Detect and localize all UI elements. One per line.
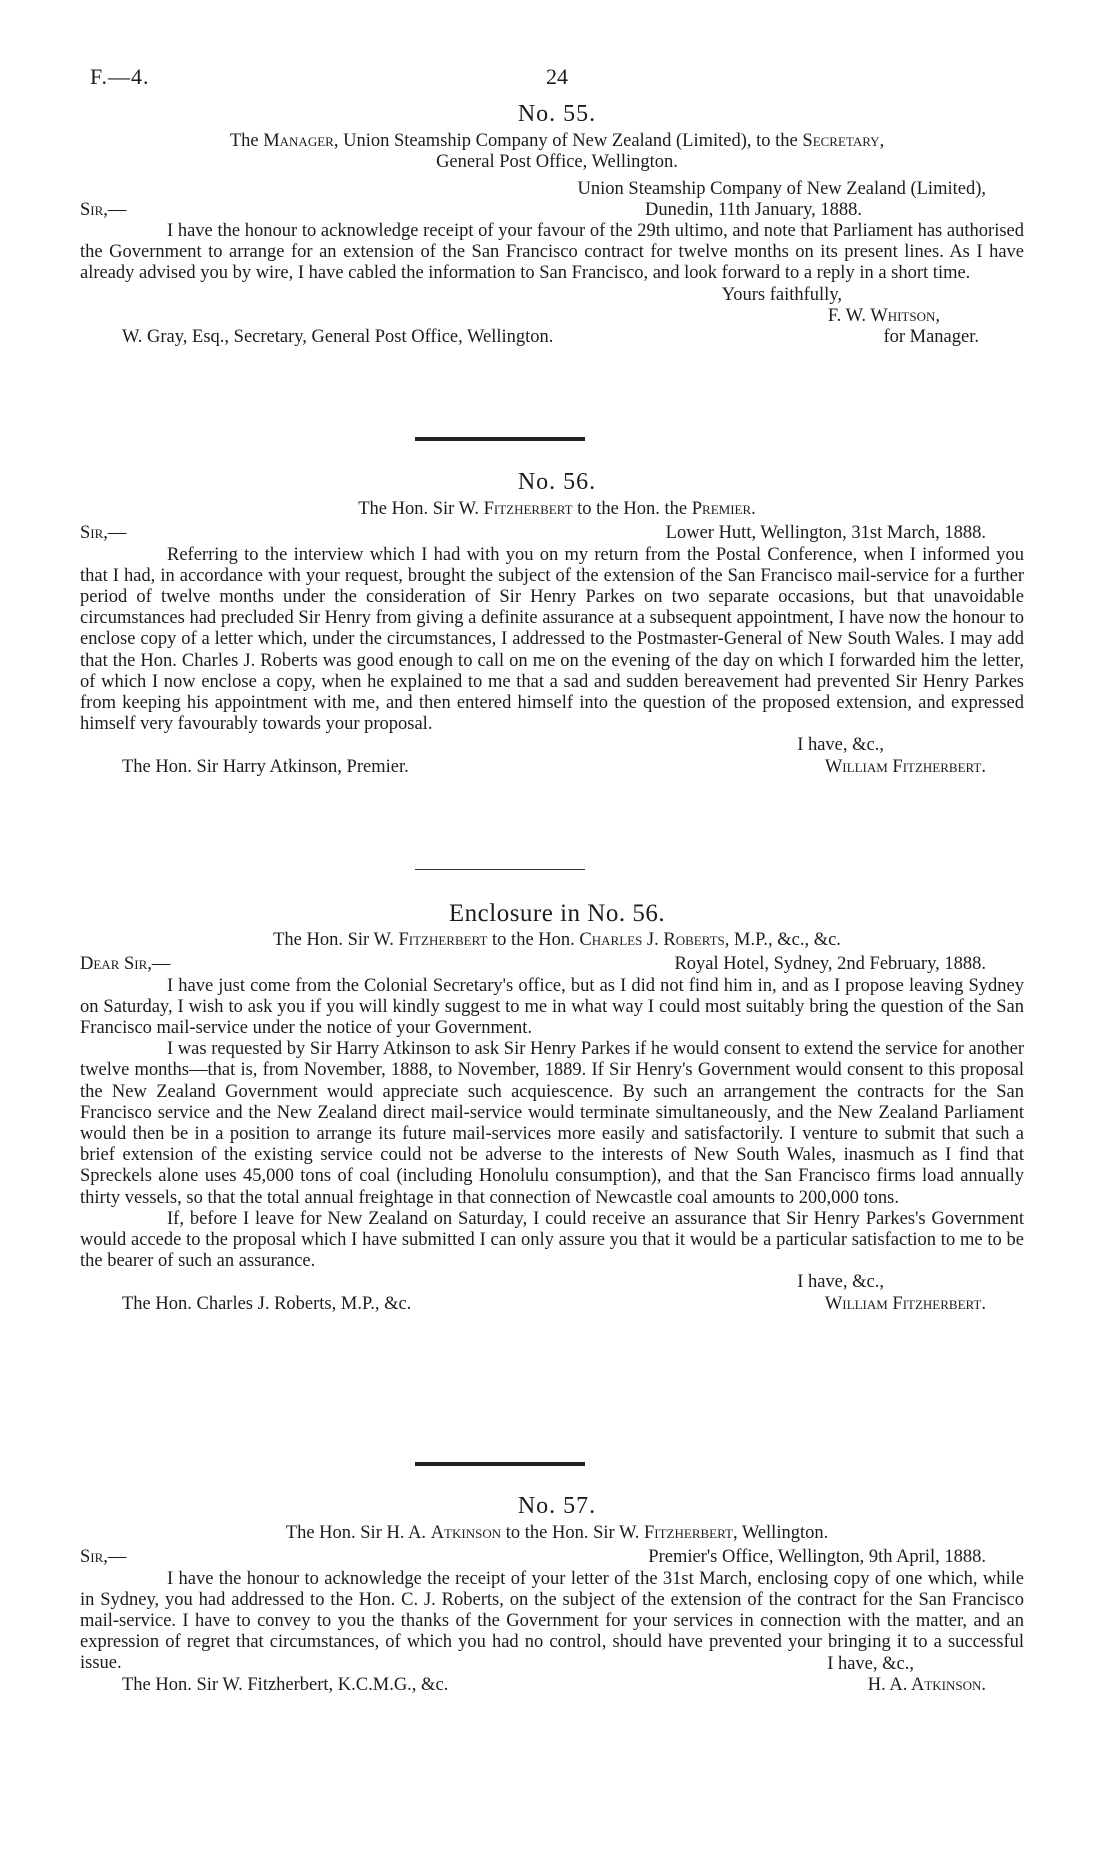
- letter-body: [0, 976, 1114, 1273]
- letter-closing: I have, &c.,: [827, 1653, 914, 1674]
- recipient-name: Fitzherbert: [643, 1523, 733, 1544]
- letter-no-55: [0, 101, 1114, 349]
- section-divider: [415, 869, 585, 870]
- letter-signature: William Fitzherbert.: [824, 756, 986, 777]
- recipient-name: Premier: [691, 499, 752, 520]
- letter-signature: William Fitzherbert.: [824, 1293, 986, 1314]
- signature-row: [0, 1675, 1114, 1697]
- sender-name: Fitzherbert: [483, 499, 573, 520]
- page-number: 24: [546, 64, 568, 89]
- salutation: Dear Sir,—: [80, 954, 171, 975]
- section-divider: [415, 1462, 585, 1466]
- letter-closing: I have, &c.,: [797, 735, 884, 756]
- letter-place-date: Royal Hotel, Sydney, 2nd February, 1888.: [674, 954, 986, 975]
- salutation: Sir,—: [80, 199, 127, 220]
- letter-recipient: The Hon. Charles J. Roberts, M.P., &c.: [122, 1293, 412, 1314]
- salutation-row: [0, 1547, 1114, 1568]
- letter-title: No. 56.: [517, 469, 597, 495]
- salutation-row: [0, 523, 1114, 544]
- salutation-row: [0, 954, 1114, 975]
- paragraph: Referring to the interview which I had with you on my return from the Postal Conference, when I informed you that I had, in accordance with your request, brought the subject of the extension of the San Francisco mail-service for a further period of twelve months under the consideration of Sir Henry Parkes on two separate occasions, but that unavoidable circumstances had precluded Sir Henry from giving a definite assurance at a subsequent appointment, I have now the honour to enclose copy of a letter which, under the circumstances, I addressed to the Postmaster-General of New South Wales. I may add that the Hon. Charles J. Roberts was good enough to call on me on the evening of the day on which I forwarded him the letter, of which I now enclose a copy, when he explained to me that a sad and sudden bereavement had prevented Sir Henry Parkes from keeping his appointment with me, and then entered himself into the question of the proposed extension, and expressed himself very favourably towards your proposal.: [80, 544, 1024, 735]
- letter-no-57: [0, 1493, 1114, 1697]
- letter-signature: H. A. Atkinson.: [867, 1674, 986, 1695]
- section-divider: [415, 437, 585, 441]
- signature-row: [0, 327, 1114, 349]
- paragraph: I have just come from the Colonial Secretary's office, but as I did not find him in, and as I propose leaving Sydney on Saturday, I wish to ask you if you will kindly suggest to me in what way I could most suitably bring the question of the San Francisco mail-service under the notice of your Government.: [80, 975, 1024, 1038]
- letter-recipient: The Hon. Sir W. Fitzherbert, K.C.M.G., &c.: [122, 1674, 449, 1695]
- letter-closing: Yours faithfully,: [721, 284, 842, 305]
- letter-recipient: The Hon. Sir Harry Atkinson, Premier.: [122, 756, 409, 777]
- letter-addressee: The Hon. Sir W. Fitzherbert to the Hon. Charles J. Roberts, M.P., &c., &c.: [273, 930, 841, 951]
- letter-title: No. 57.: [517, 1493, 597, 1519]
- letter-addressee: The Hon. Sir H. A. Atkinson to the Hon. Sir W. Fitzherbert, Wellington.: [285, 1523, 829, 1544]
- salutation: Sir,—: [80, 1547, 127, 1568]
- letter-signature: F. W. Whitson,: [827, 305, 940, 326]
- sender-name: Fitzherbert: [398, 930, 488, 951]
- letter-place-date: Premier's Office, Wellington, 9th April, 1888.: [648, 1547, 986, 1568]
- paragraph: If, before I leave for New Zealand on Saturday, I could receive an assurance that Sir Henry Parkes's Government would accede to the proposal which I have submitted I can only assure you that it would be a particular satisfaction to me to be the bearer of such an assurance.: [80, 1208, 1024, 1272]
- sender-name: Atkinson: [430, 1523, 502, 1544]
- salutation: Sir,—: [80, 523, 127, 544]
- signature-role: for Manager.: [883, 327, 979, 348]
- letter-date: Dunedin, 11th January, 1888.: [645, 199, 862, 220]
- paragraph: I have the honour to acknowledge the receipt of your letter of the 31st March, enclosing copy of one which, while in Sydney, you had addressed to the Hon. C. J. Roberts, on the subject of the extension of the contract for the San Francisco mail-service. I have to convey to you the thanks of the Government for your services in connection with the matter, and an expression of regret that circumstances, of which you had no control, should have prevented your bringing it to a successful issue.: [80, 1568, 1024, 1674]
- letter-body: [0, 221, 1114, 285]
- letter-closing: I have, &c.,: [797, 1272, 884, 1293]
- letter-addressee: The Manager, Union Steamship Company of New Zealand (Limited), to the Secretary,: [229, 131, 885, 152]
- salutation-row: [0, 200, 1114, 221]
- letter-title: No. 55.: [517, 101, 597, 127]
- recipient-name: Secretary: [802, 131, 880, 152]
- paragraph: I was requested by Sir Harry Atkinson to ask Sir Henry Parkes if he would consent to extend the service for another twelve months—that is, from November, 1888, to November, 1889. If Sir Henry's Government would consent to this proposal the New Zealand Government would appreciate such acquiescence. By such an arrangement the contracts for the San Francisco service and the New Zealand direct mail-service would terminate simultaneously, and the New Zealand Parliament would then be in a position to arrange its future mail-services more easily and satisfactorily. I venture to submit that such a brief extension of the existing service could not be adverse to the interests of New South Wales, inasmuch as I find that Spreckels alone uses 45,000 tons of coal (including Honolulu consumption), and that the San Francisco firms load annually thirty vessels, so that the total annual freightage in that connection of Newcastle coal amounts to 200,000 tons.: [80, 1039, 1024, 1208]
- signature-row: [0, 1294, 1114, 1316]
- recipient-name: Charles J. Roberts: [579, 930, 725, 951]
- letter-place-date: Lower Hutt, Wellington, 31st March, 1888.: [665, 523, 986, 544]
- signature-row: [0, 757, 1114, 779]
- letter-addressee: The Hon. Sir W. Fitzherbert to the Hon. the Premier.: [358, 499, 756, 520]
- sender-name: Manager: [263, 131, 334, 152]
- enclosure-title: Enclosure in No. 56.: [448, 900, 666, 927]
- paragraph: I have the honour to acknowledge receipt of your favour of the 29th ultimo, and note that Parliament has authorised the Government to arrange for an extension of the San Francisco contract for twelve months on its present lines. As I have already advised you by wire, I have cabled the information to San Francisco, and look forward to a reply in a short time.: [80, 221, 1024, 284]
- letter-body: [0, 545, 1114, 736]
- document-reference: F.—4.: [90, 64, 150, 89]
- enclosure-no-56: [0, 900, 1114, 1316]
- letter-addressee-line2: General Post Office, Wellington.: [436, 152, 678, 173]
- letter-place-line1: Union Steamship Company of New Zealand (Limited),: [577, 178, 986, 199]
- letter-no-56: [0, 469, 1114, 779]
- letter-recipient: W. Gray, Esq., Secretary, General Post Office, Wellington.: [122, 327, 554, 348]
